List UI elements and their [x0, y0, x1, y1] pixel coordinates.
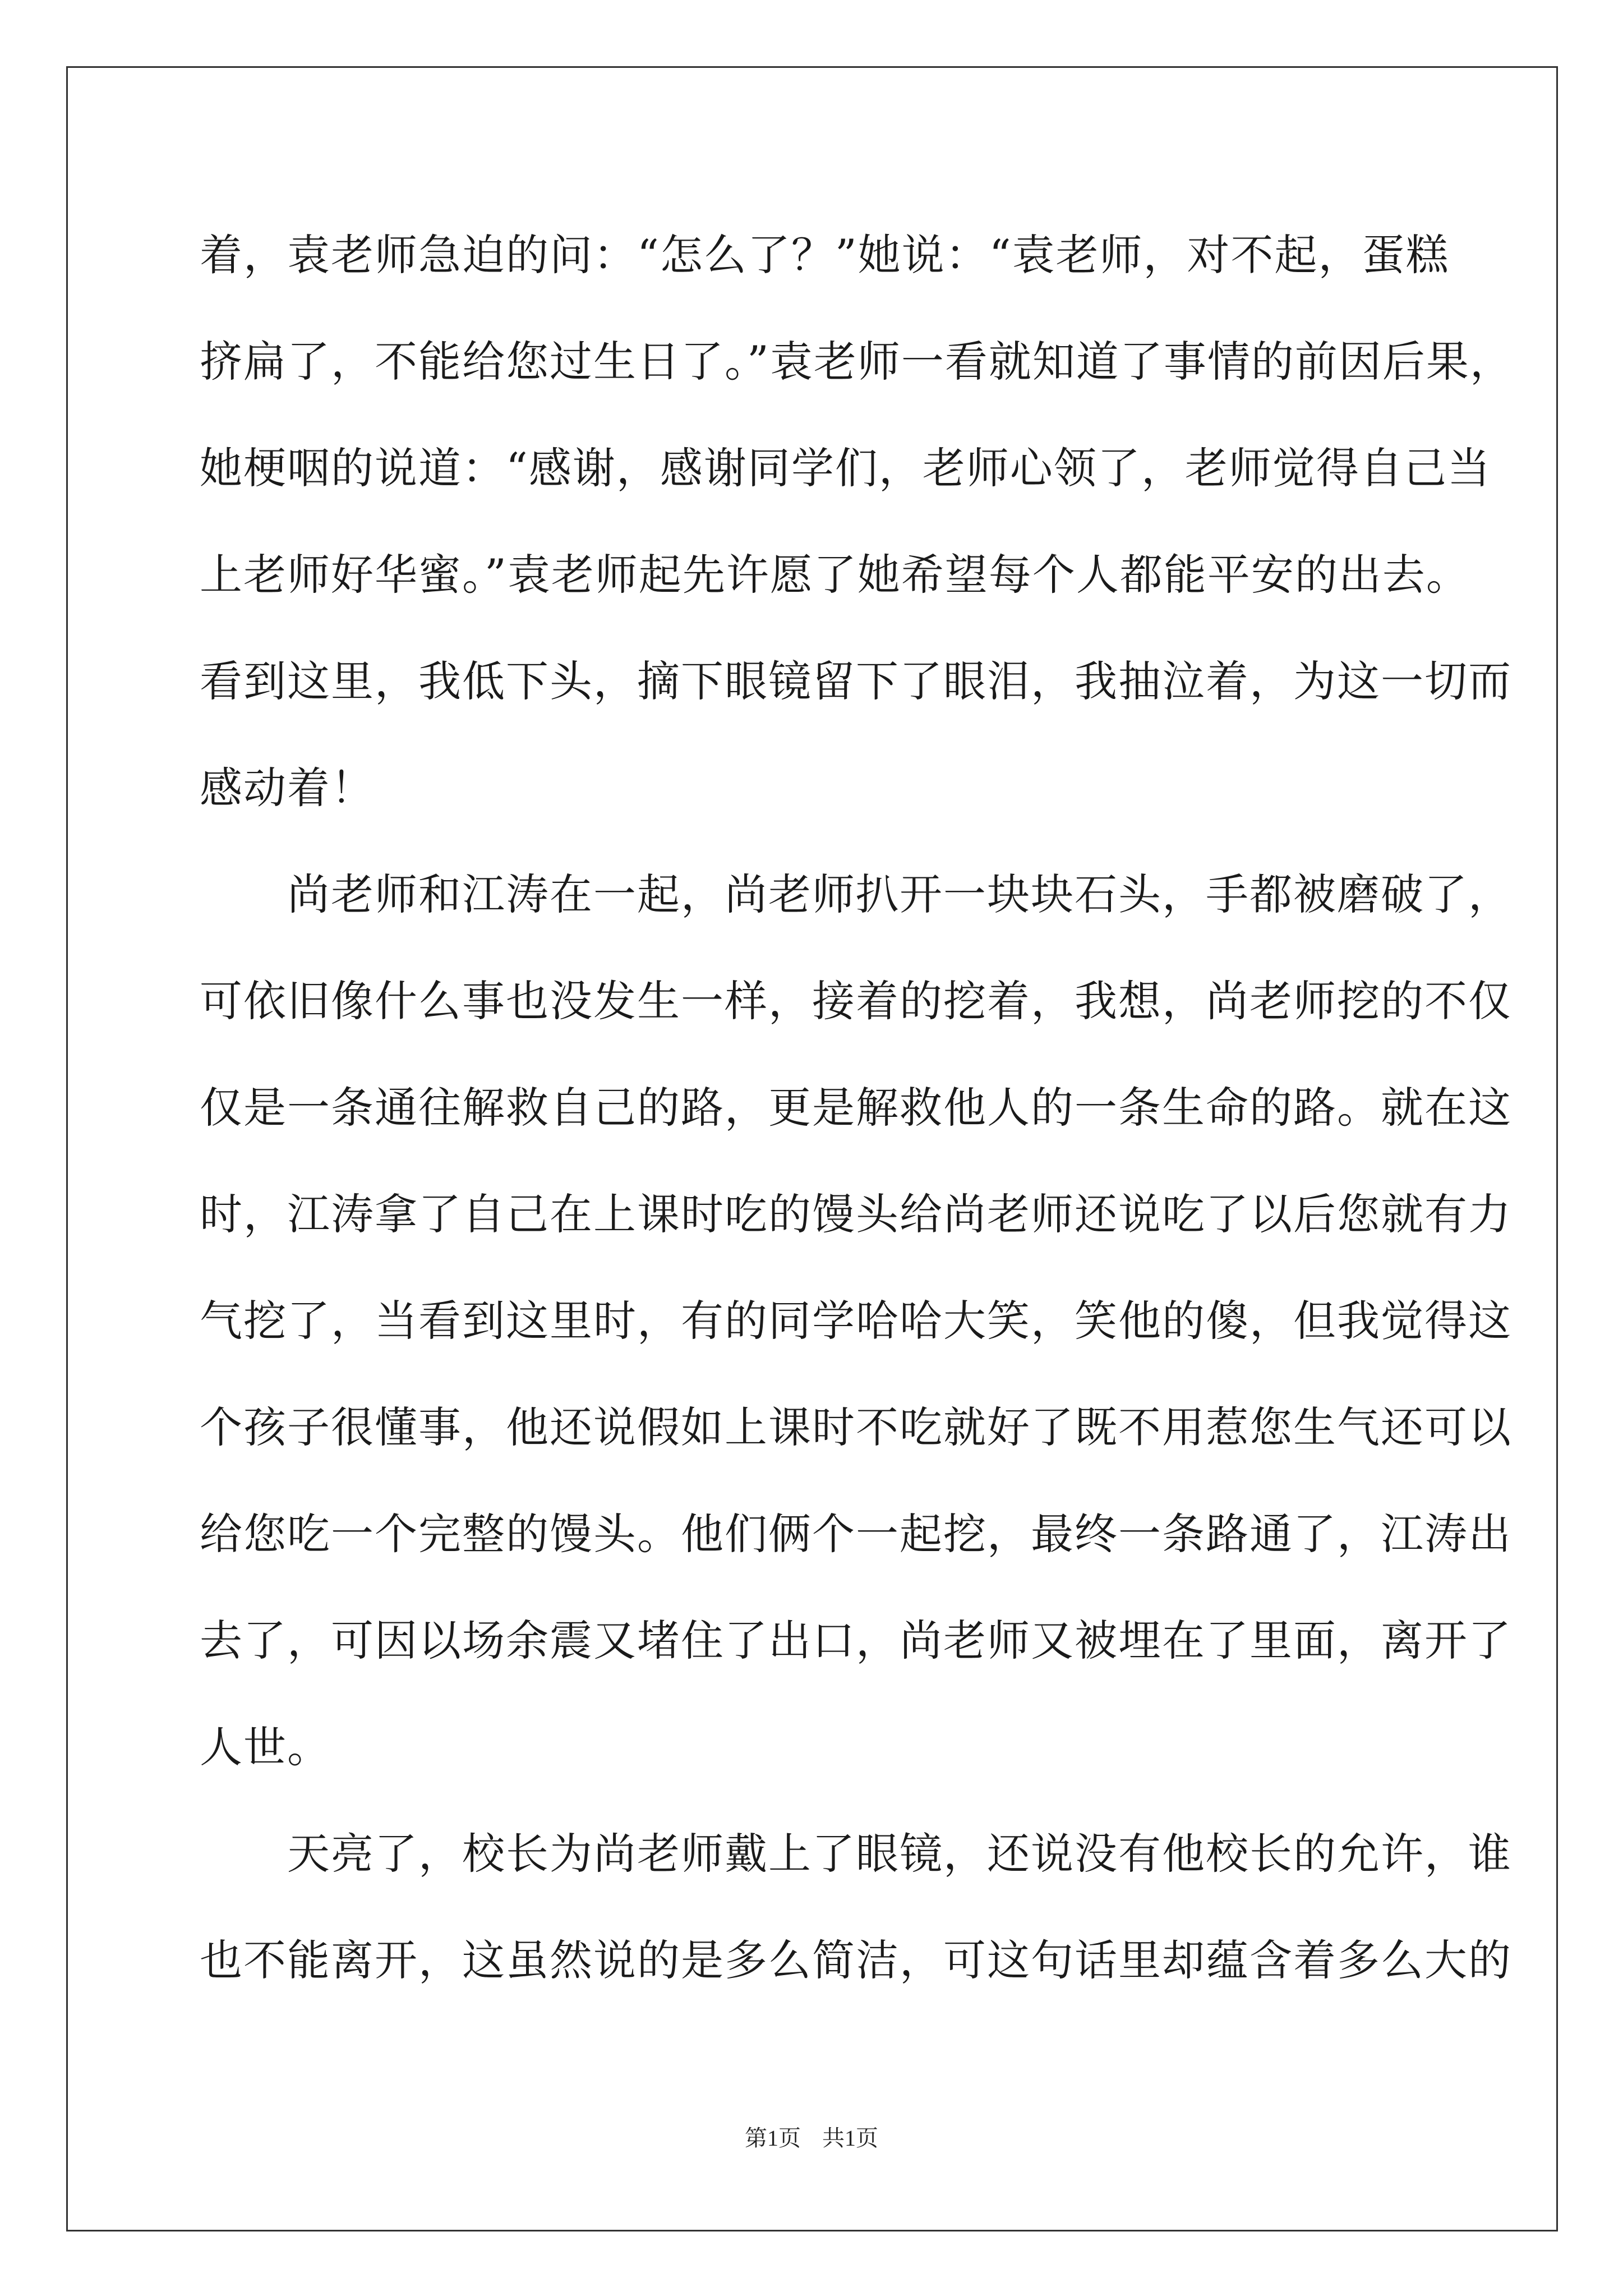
- text-line: 也不能离开，这虽然说的是多么简洁，可这句话里却蕴含着多么大的: [200, 1935, 1512, 1985]
- text-line: 气挖了，当看到这里时，有的同学哈哈大笑，笑他的傻，但我觉得这: [200, 1296, 1512, 1346]
- text-line: 着，袁老师急迫的问：“怎么了？”她说：“袁老师，对不起，蛋糕: [200, 230, 1450, 280]
- text-line: 时，江涛拿了自己在上课时吃的馒头给尚老师还说吃了以后您就有力: [200, 1189, 1512, 1239]
- document-body: [200, 202, 1514, 2014]
- text-line: 可依旧像什么事也没发生一样，接着的挖着，我想，尚老师挖的不仅: [200, 976, 1512, 1026]
- page-number: 第1页: [745, 2125, 801, 2151]
- page-total: 共1页: [822, 2125, 878, 2151]
- text-line: 去了，可因以场余震又堵住了出口，尚老师又被埋在了里面，离开了: [200, 1616, 1512, 1665]
- text-line: 人世。: [200, 1722, 331, 1772]
- text-line: 个孩子很懂事，他还说假如上课时不吃就好了既不用惹您生气还可以: [200, 1402, 1512, 1452]
- text-line: 给您吃一个完整的馒头。他们俩个一起挖，最终一条路通了，江涛出: [200, 1509, 1512, 1559]
- text-line: 挤扁了，不能给您过生日了。”袁老师一看就知道了事情的前因后果，: [200, 337, 1514, 386]
- page-footer: [0, 2120, 1623, 2152]
- text-line: 仅是一条通往解救自己的路，更是解救他人的一条生命的路。就在这: [200, 1083, 1512, 1133]
- text-line: 她梗咽的说道：“感谢，感谢同学们，老师心领了，老师觉得自己当: [200, 443, 1491, 493]
- text-line: 尚老师和江涛在一起，尚老师扒开一块块石头，手都被磨破了，: [200, 869, 1512, 919]
- text-line: 上老师好华蜜。”袁老师起先许愿了她希望每个人都能平安的出去。: [200, 550, 1470, 600]
- text-line: 天亮了，校长为尚老师戴上了眼镜，还说没有他校长的允许，谁: [200, 1829, 1512, 1879]
- text-line: 看到这里，我低下头，摘下眼镜留下了眼泪，我抽泣着，为这一切而: [200, 656, 1512, 706]
- text-line: 感动着！: [200, 763, 375, 813]
